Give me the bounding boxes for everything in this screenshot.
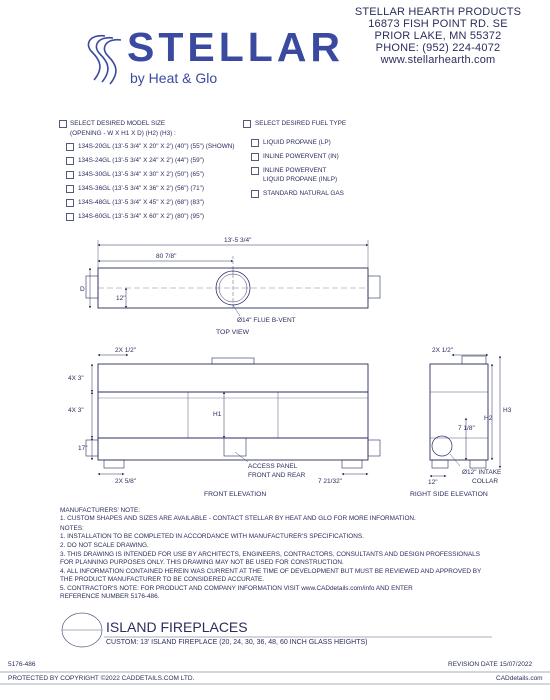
flue-label: Ø14" FLUE B-VENT: [237, 317, 296, 324]
caddetails-link[interactable]: CADdetails.com: [496, 675, 543, 682]
intake-label-1: Ø12" INTAKE: [462, 469, 502, 476]
revision-date: REVISION DATE 15/07/2022: [448, 661, 533, 668]
top-view-title: TOP VIEW: [216, 329, 249, 336]
dim-h3: H3: [503, 407, 512, 414]
fuel-heading: SELECT DESIRED FUEL TYPE: [255, 120, 347, 127]
top-view: [86, 240, 380, 316]
model-heading: SELECT DESIRED MODEL SIZE: [70, 120, 166, 127]
dim-side-top-offset: 2X 1/2": [432, 347, 454, 354]
dim-front-bottom: 7 21/32": [318, 478, 342, 485]
side-elevation-title: RIGHT SIDE ELEVATION: [410, 491, 488, 498]
intake-collar: [432, 436, 452, 456]
dim-side-7-1-8: 7 1/8": [458, 425, 475, 432]
logo-wordmark: STELLAR: [127, 24, 345, 70]
dim-side-bottom: 12": [428, 479, 438, 486]
title-block-graphics: [0, 600, 550, 700]
dim-depth: D: [80, 286, 85, 293]
note-line-5: 5. CONTRACTOR'S NOTE: FOR PRODUCT AND COMPANY INFORMATION VISIT www.CADdetails.com/info AND ENTER: [60, 585, 413, 592]
dim-front-bottom-offset: 2X 5/8": [115, 478, 137, 485]
model-option-30gl: 134S-30GL (13'-5 3/4" X 30" X 2') (50") (65"): [78, 171, 205, 178]
note-line-1: 1. INSTALLATION TO BE COMPLETED IN ACCORDANCE WITH MANUFACTURER'S SPECIFICATIONS.: [60, 533, 364, 540]
drawing-subtitle: CUSTOM: 13' ISLAND FIREPLACE (20, 24, 30, 36, 48, 60 INCH GLASS HEIGHTS): [106, 639, 368, 646]
model-option-48gl: 134S-48GL (13'-5 3/4" X 45" X 2') (68") (83"): [78, 199, 205, 206]
note-line-4: 4. ALL INFORMATION CONTAINED HEREIN WAS CURRENT AT THE TIME OF DEVELOPMENT BUT MUST BE REVIEWED AND APPROVED BY: [60, 568, 482, 575]
fuel-option-lp: LIQUID PROPANE (LP): [263, 139, 331, 146]
dim-front-top-height: 4X 3": [68, 375, 84, 382]
dim-h2: H2: [484, 415, 493, 422]
note-line-3: 3. THIS DRAWING IS INTENDED FOR USE BY ARCHITECTS, ENGINEERS, CONTRACTORS, CONSULTANTS AND DESIGN PROFESSIONALS: [60, 551, 480, 558]
model-option-24gl: 134S-24GL (13'-5 3/4" X 24" X 2') (44") (59"): [78, 157, 205, 164]
mfr-notes-heading: MANUFACTURERS' NOTE:: [60, 507, 141, 514]
company-address-line1: 16873 FISH POINT RD. SE: [368, 18, 508, 30]
model-option-36gl: 134S-36GL (13'-5 3/4" X 36" X 2') (56") (71"): [78, 185, 205, 192]
model-option-60gl: 134S-60GL (13'-5 3/4" X 60" X 2') (80") (95"): [78, 213, 205, 220]
note-line-4b: THE PRODUCT MANUFACTURER TO BE CONSIDERED ACCURATE.: [60, 576, 265, 583]
fuel-option-ng: STANDARD NATURAL GAS: [263, 190, 344, 197]
dim-center: 12": [116, 295, 126, 302]
dim-overall-width: 13'-5 3/4": [224, 237, 252, 244]
access-panel-label-1: ACCESS PANEL: [248, 463, 298, 470]
fuel-option-inlp-line1: INLINE POWERVENT: [263, 167, 327, 174]
company-name: STELLAR HEARTH PRODUCTS: [354, 6, 522, 18]
reference-number: 5176-486: [8, 661, 36, 668]
dim-front-top-offset: 2X 1/2": [115, 347, 137, 354]
right-foot: [342, 460, 362, 468]
dim-front-mid-height: 4X 3": [68, 407, 84, 414]
model-heading-detail: (OPENING - W X H1 X D) (H2) (H3) :: [70, 130, 176, 137]
intake-label-2: COLLAR: [472, 478, 499, 485]
front-elevation-title: FRONT ELEVATION: [204, 491, 267, 498]
access-panel: [224, 438, 246, 456]
dim-h1: H1: [213, 411, 222, 418]
flue-collar: [212, 358, 254, 364]
note-line-3b: FOR PLANNING PURPOSES ONLY. THIS DRAWING MAY NOT BE USED FOR CONSTRUCTION.: [60, 559, 344, 566]
front-elevation: [86, 355, 380, 474]
note-line-2: 2. DO NOT SCALE DRAWING.: [60, 542, 149, 549]
dim-half-width: 80 7/8": [156, 253, 177, 260]
notes-heading: NOTES:: [60, 525, 84, 532]
left-foot: [104, 460, 124, 468]
access-panel-label-2: FRONT AND REAR: [248, 472, 306, 479]
copyright-notice: PROTECTED BY COPYRIGHT ©2022 CADDETAILS.COM LTD.: [8, 675, 195, 682]
fuel-option-in: INLINE POWERVENT (IN): [263, 153, 339, 160]
dim-front-left-bottom: 17": [78, 445, 88, 452]
drawing-title: ISLAND FIREPLACES: [106, 619, 248, 635]
mfr-note-1: 1. CUSTOM SHAPES AND SIZES ARE AVAILABLE - CONTACT STELLAR BY HEAT AND GLO FOR MORE INFORMATION.: [60, 515, 416, 522]
logo-tagline: by Heat & Glo: [130, 70, 218, 86]
note-line-5b: REFERENCE NUMBER 5176-486.: [60, 593, 160, 600]
model-option-20gl: 134S-20GL (13'-5 3/4" X 20" X 2') (40") (55") (SHOWN): [78, 143, 235, 150]
company-phone: PHONE: (952) 224-4072: [375, 42, 501, 54]
company-address-line2: PRIOR LAKE, MN 55372: [374, 30, 502, 42]
company-website: www.stellarhearth.com: [380, 54, 496, 66]
fuel-option-inlp-line2: LIQUID PROPANE (INLP): [263, 176, 338, 183]
